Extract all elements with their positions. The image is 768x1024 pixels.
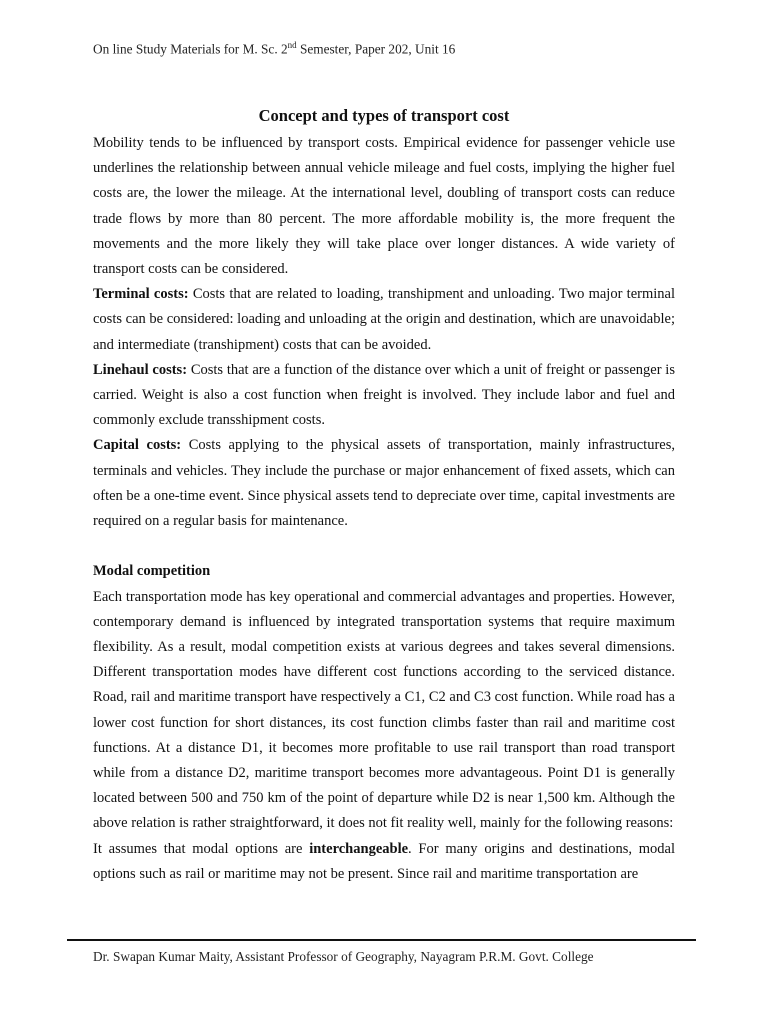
linehaul-costs-label: Linehaul costs: bbox=[93, 361, 188, 378]
document-body bbox=[93, 131, 675, 887]
footer-rule bbox=[67, 939, 696, 941]
linehaul-costs-paragraph bbox=[93, 358, 675, 434]
interchangeable-pre: It assumes that modal options are bbox=[93, 840, 310, 857]
terminal-costs-label: Terminal costs: bbox=[93, 286, 189, 303]
terminal-costs-text: Costs that are related to loading, transhipment and unloading. Two major terminal costs can be considered: loading and unloading at the origin and destination, which are unavoidable; and intermediate (transhipment) costs that can be avoided. bbox=[93, 286, 675, 353]
capital-costs-text: Costs applying to the physical assets of transportation, mainly infrastructures, terminals and vehicles. They include the purchase or major enhancement of fixed assets, which can often be a one-time event. Since physical assets tend to depreciate over time, capital investments are required on a regular basis for maintenance. bbox=[93, 437, 675, 530]
page-title: Concept and types of transport cost bbox=[258, 106, 510, 125]
section-spacer bbox=[93, 534, 675, 559]
modal-competition-heading-text: Modal competition bbox=[93, 563, 211, 580]
page-header bbox=[93, 40, 455, 57]
header-suffix: Semester, Paper 202, Unit 16 bbox=[296, 41, 456, 57]
interchangeable-bold: interchangeable bbox=[309, 840, 409, 857]
intro-paragraph: Mobility tends to be influenced by transport costs. Empirical evidence for passenger vehicle use underlines the relationship between annual vehicle mileage and fuel costs, implying the higher fuel costs are, the lower the mileage. At the international level, doubling of transport costs can reduce trade flows by more than 80 percent. The more affordable mobility is, the more frequent the movements and the more likely they will take place over longer distances. A wide variety of transport costs can be considered. bbox=[93, 135, 675, 278]
capital-costs-label: Capital costs: bbox=[93, 437, 182, 454]
terminal-costs-paragraph bbox=[93, 282, 675, 358]
page-footer: Dr. Swapan Kumar Maity, Assistant Professor of Geography, Nayagram P.R.M. Govt. College bbox=[93, 949, 594, 964]
modal-competition-heading bbox=[93, 559, 675, 584]
linehaul-costs-text: Costs that are a function of the distance over which a unit of freight or passenger is carried. Weight is also a cost function when freight is involved. They include labor and fuel and commonly exclude transshipment costs. bbox=[93, 361, 675, 429]
interchangeable-paragraph bbox=[93, 837, 675, 887]
header-prefix: On line Study Materials for M. Sc. 2 bbox=[93, 41, 288, 57]
capital-costs-paragraph bbox=[93, 433, 675, 534]
interchangeable-post: . For many origins and destinations, modal options such as rail or maritime may not be present. Since rail and maritime transportation are bbox=[93, 840, 676, 882]
modal-competition-paragraph: Each transportation mode has key operational and commercial advantages and properties. However, contemporary demand is influenced by integrated transportation systems that require maximum flexibility. As a result, modal competition exists at various degrees and takes several dimensions. Different transportation modes have different cost functions according to the serviced distance. Road, rail and maritime transport have respectively a C1, C2 and C3 cost function. While road has a lower cost function for short distances, its cost function climbs faster than rail and maritime cost functions. At a distance D1, it becomes more profitable to use rail transport than road transport while from a distance D2, maritime transport becomes more advantageous. Point D1 is generally located between 500 and 750 km of the point of departure while D2 is near 1,500 km. Although the above relation is rather straightforward, it does not fit reality well, mainly for the following reasons: bbox=[93, 588, 675, 832]
header-superscript: nd bbox=[287, 40, 297, 50]
